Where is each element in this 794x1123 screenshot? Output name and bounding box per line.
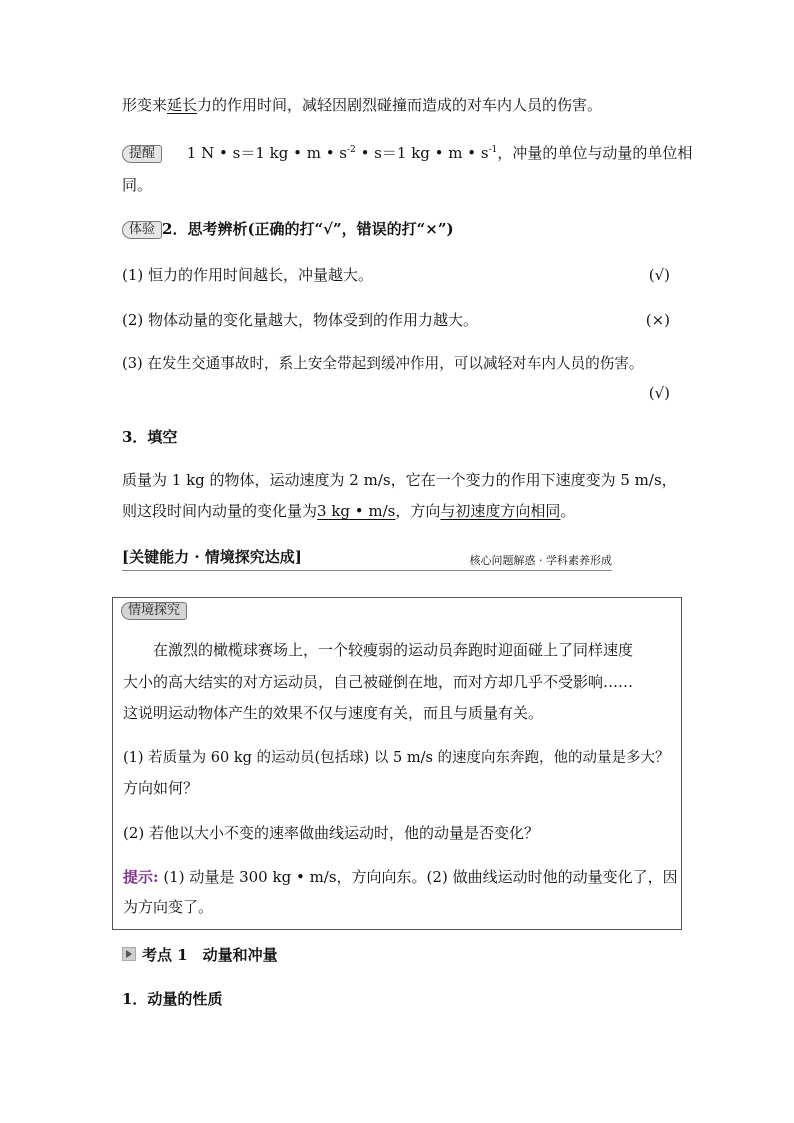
fill-title: 3．填空 [122, 428, 178, 446]
play-triangle-icon [122, 947, 136, 961]
reminder-tag: 提醒 [122, 145, 162, 163]
section-title: [关键能力 · 情境探究达成] [122, 548, 302, 566]
judge-item-1: (1) 恒力的作用时间越长，冲量越大。 [122, 266, 374, 284]
fill-line-2: 则这段时间内动量的变化量为3 kg • m/s，方向与初速度方向相同。 [122, 502, 576, 520]
answer-momentum-change: 3 kg • m/s [317, 502, 396, 520]
question-2: (2) 若他以大小不变的速率做曲线运动时，他的动量是否变化？ [123, 824, 540, 842]
question-1-cont: 方向如何？ [123, 779, 199, 797]
section-header [122, 546, 612, 571]
answer-direction: 与初速度方向相同 [440, 502, 561, 520]
judge-item-2: (2) 物体动量的变化量越大，物体受到的作用力越大。 [122, 311, 479, 329]
scenario-paragraph-2: 大小的高大结实的对方运动员，自己被碰倒在地，而对方却几乎不受影响…… [123, 673, 634, 691]
judge-mark-2: (×) [645, 311, 670, 329]
scenario-paragraph-1: 在激烈的橄榄球赛场上，一个较瘦弱的运动员奔跑时迎面碰上了同样速度 [153, 641, 634, 659]
reminder-line: 提醒 1 N • s＝1 kg • m • $s^{-2}$ • s＝1 kg • m • $s^{-1}$，冲量的单位与动量的单位相 [122, 141, 682, 165]
reminder-line-2: 同。 [122, 176, 153, 194]
scenario-tag: 情境探究 [121, 602, 187, 620]
question-1: (1) 若质量为 60 kg 的运动员(包括球) 以 5 m/s 的速度向东奔跑，他的动量是多大？ [123, 750, 670, 766]
kaodian-heading: 考点 1 动量和冲量 [122, 943, 682, 967]
experience-tag: 体验 [122, 221, 162, 239]
experience-title-line: 体验 2．思考辨析(正确的打“√”，错误的打“×”) [122, 217, 682, 241]
hint-line: 提示: (1) 动量是 300 kg • m/s，方向向东。(2) 做曲线运动时他的动量变化了，因 [123, 868, 678, 886]
underlined-answer: 延长 [167, 96, 198, 114]
hint-line-2: 为方向变了。 [123, 898, 214, 916]
judge-mark-3: (√) [648, 384, 670, 402]
hint-label: 提示: [123, 868, 159, 886]
scenario-paragraph-3: 这说明运动物体产生的效果不仅与速度有关，而且与质量有关。 [123, 704, 544, 722]
judge-mark-1: (√) [648, 266, 670, 284]
property-title: 1．动量的性质 [122, 990, 223, 1008]
section-subtitle: 核心问题解惑 · 学科素养形成 [469, 554, 612, 567]
continuation-line: 形变来延长力的作用时间，减轻因剧烈碰撞而造成的对车内人员的伤害。 [122, 96, 603, 114]
scenario-box [112, 597, 682, 930]
fill-line-1: 质量为 1 kg 的物体，运动速度为 2 m/s，它在一个变力的作用下速度变为 5 m/s， [122, 471, 677, 489]
judge-item-3: (3) 在发生交通事故时，系上安全带起到缓冲作用，可以减轻对车内人员的伤害。 [122, 355, 644, 372]
